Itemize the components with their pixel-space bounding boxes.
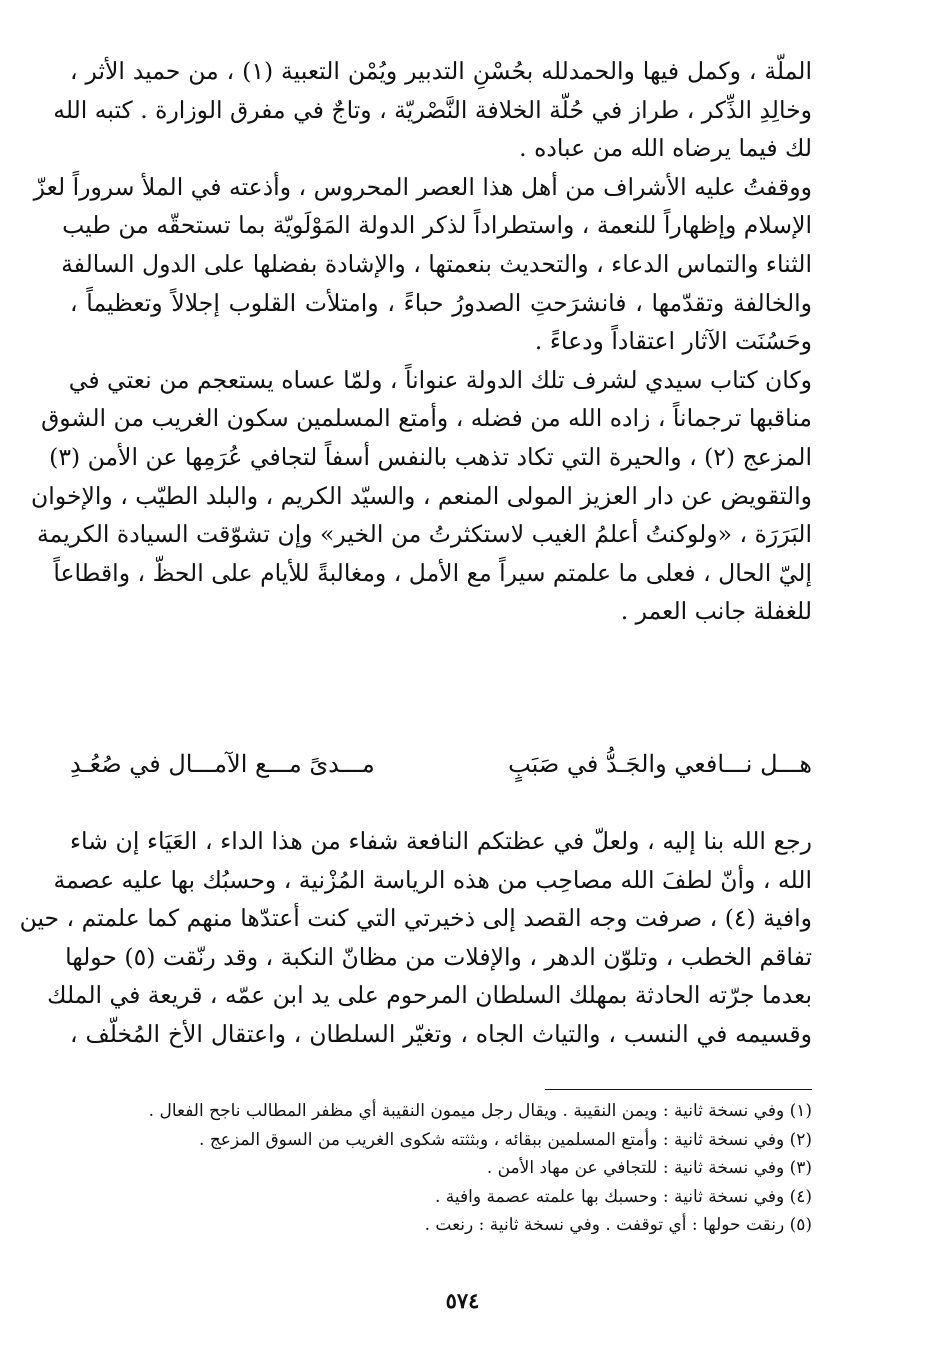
footnotes xyxy=(70,1097,812,1240)
text-line: والخالفة وتقدّمها ، فانشرَحتِ الصدورُ حباءً ، وامتلأت القلوب إجلالاً وتعظيماً ، xyxy=(70,288,812,317)
text-line: الله ، وأنّ لطفَ الله مصاحِب من هذه الرياسة المُزْنية ، وحسبُك بها عليه عصمة xyxy=(53,865,812,894)
text-line: وكان كتاب سيدي لشرف تلك الدولة عنواناً ، ولمّا عساه يستعجم من نعتي في xyxy=(68,365,812,394)
verse-first-hemistich: هـــل نـــافعي والجَـدُّ في صَبَبٍ xyxy=(508,750,812,778)
footnote: (٤) وفي نسخة ثانية : وحسبك بها علمته عصمة وافية . xyxy=(434,1186,812,1207)
text-line: وقسيمه في النسب ، والتياث الجاه ، وتغيّر السلطان ، واعتقال الأخ المُخلّف ، xyxy=(70,1019,812,1048)
text-line: وحَسُنَت الآثار اعتقاداً ودعاءً . xyxy=(534,327,812,356)
text-line: إليّ الحال ، فعلى ما علمتم سيراً مع الأمل ، ومغالبةً للأيام على الحظّ ، واقطاعاً xyxy=(53,558,812,587)
text-line: ووقفتُ عليه الأشراف من أهل هذا العصر المحروس ، وأذعته في الملأ سروراً لعزّ xyxy=(33,172,812,201)
poetry-verse xyxy=(70,742,812,786)
page-number: ٥٧٤ xyxy=(445,1288,480,1313)
text-line: بعدما جرّته الحادثة بمهلك السلطان المرحوم على يد ابن عمّه ، قريعة في الملك xyxy=(47,981,812,1010)
text-line: الثناء والتماس الدعاء ، والتحديث بنعمتها ، والإشادة بفضلها على الدول السالفة xyxy=(61,249,812,278)
footnote: (١) وفي نسخة ثانية : ويمن النقيبة . ويقال رجل ميمون النقيبة أي مظفر المطالب ناجح الفعال . xyxy=(148,1101,812,1121)
text-line: الملّة ، وكمل فيها والحمدلله بحُسْنِ التدبير ويُمْن التعبية (١) ، من حميد الأثر ، xyxy=(70,57,812,85)
footnote: (٣) وفي نسخة ثانية : للتجافي عن مهاد الأمن . xyxy=(486,1158,812,1178)
main-text-block-1 xyxy=(31,52,812,631)
footnote: (٥) رنقت حولها : أي توقفت . وفي نسخة ثانية : رنعت . xyxy=(424,1215,812,1235)
text-line: تفاقم الخطب ، وتلوّن الدهر ، والإفلات من مظانّ النكبة ، وقد رنّقت (٥) حولها xyxy=(65,942,812,971)
text-line: وافية (٤) ، صرفت وجه القصد إلى ذخيرتي التي كنت أعتدّها منهم كما علمتم ، حين xyxy=(19,904,812,933)
text-line: للغفلة جانب العمر . xyxy=(620,597,812,626)
text-line: الإسلام وإظهاراً للنعمة ، واستطراداً لذكر الدولة المَوْلَويّة بما تستحقّه من طيب xyxy=(62,211,812,240)
text-line: والتقويض عن دار العزيز المولى المنعم ، والسيّد الكريم ، والبلد الطيّب ، والإخوان xyxy=(31,481,812,510)
text-line: لك فيما يرضاه الله من عباده . xyxy=(519,134,812,163)
text-line: مناقبها ترجماناً ، زاده الله من فضله ، وأمتع المسلمين سكون الغريب من الشوق xyxy=(41,404,812,433)
text-line: المزعج (٢) ، والحيرة التي تكاد تذهب بالنفس أسفاً لتجافي عُرَمِها عن الأمن (٣) xyxy=(49,442,812,471)
footnote: (٢) وفي نسخة ثانية : وأمتع المسلمين ببقائه ، وبثثته شكوى الغريب من السوق المزعج . xyxy=(199,1129,812,1150)
text-line: البَرَرَة ، «ولوكنتُ أعلمُ الغيب لاستكثرتُ من الخير» وإن تشوّقت السيادة الكريمة xyxy=(37,520,812,549)
text-line: رجع الله بنا إليه ، ولعلّ في عظتكم النافعة شفاء من هذا الداء ، العَيَاء إن شاء xyxy=(70,827,812,855)
main-text-block-2 xyxy=(19,822,812,1054)
verse-second-hemistich: مـــدىً مـــع الآمـــال في صُعُـدِ xyxy=(70,750,375,778)
text-line: وخالِدِ الذِّكر ، طراز في حُلّة الخلافة النَّصْريّة ، وتاجٌ في مفرق الوزارة . كتبه الله xyxy=(53,95,812,124)
footnote-separator-rule xyxy=(545,1089,812,1090)
